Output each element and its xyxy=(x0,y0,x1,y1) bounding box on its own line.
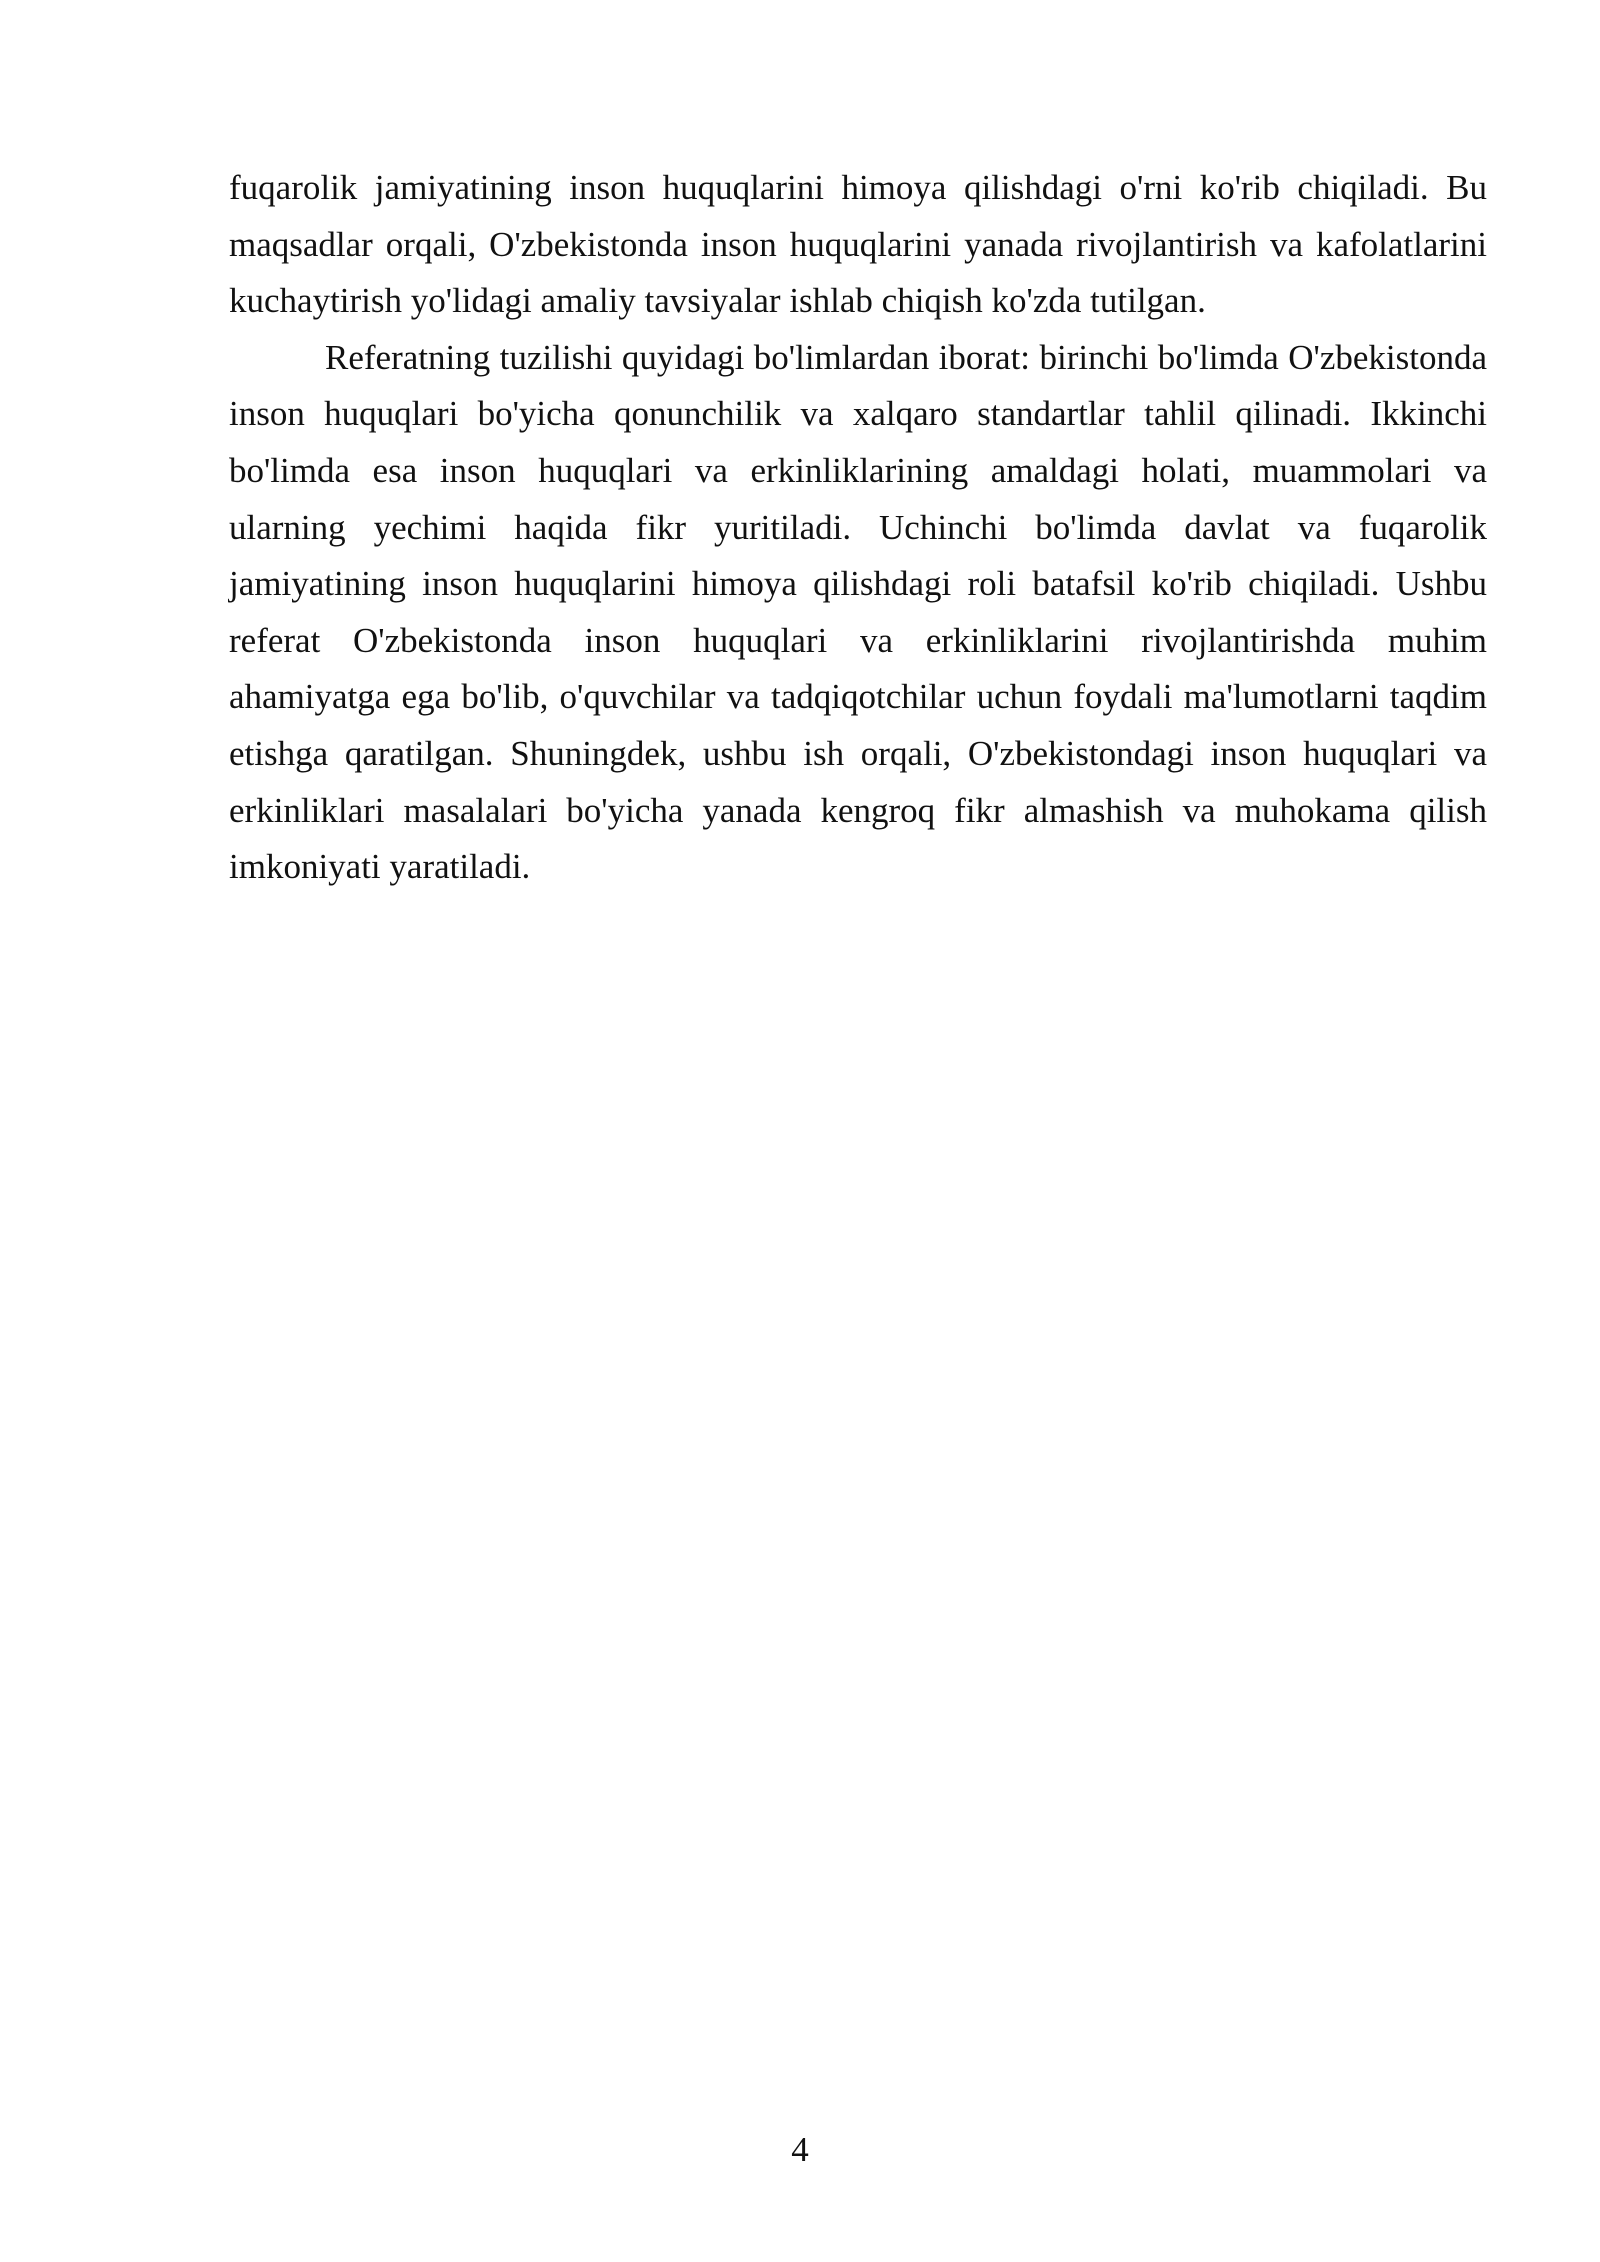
paragraph-continuation: fuqarolik jamiyatining inson huquqlarini himoya qilishdagi o'rni ko'rib chiqiladi. Bu maqsadlar orqali, O'zbekistonda inson huquqlarini yanada rivojlantirish va kafolatlarini kuchaytirish yo'lidagi amaliy tavsiyalar ishlab chiqish ko'zda tutilgan. xyxy=(229,168,1487,321)
paragraph-structure: Referatning tuzilishi quyidagi bo'limlardan iborat: birinchi bo'limda O'zbekistonda inson huquqlari bo'yicha qonunchilik va xalqaro standartlar tahlil qilinadi. Ikkinchi bo'limda esa inson huquqlari va erkinliklarining amaldagi holati, muammolari va ularning yechimi haqida fikr yuritiladi. Uchinchi bo'limda davlat va fuqarolik jamiyatining inson huquqlarini himoya qilishdagi roli batafsil ko'rib chiqiladi. Ushbu referat O'zbekistonda inson huquqlari va erkinliklarini rivojlantirishda muhim ahamiyatga ega bo'lib, o'quvchilar va tadqiqotchilar uchun foydali ma'lumotlarni taqdim etishga qaratilgan. Shuningdek, ushbu ish orqali, O'zbekistondagi inson huquqlari va erkinliklari masalalari bo'yicha yanada kengroq fikr almashish va muhokama qilish imkoniyati yaratiladi. xyxy=(229,337,1487,887)
body-text xyxy=(229,160,1487,896)
page-number: 4 xyxy=(791,2130,809,2169)
